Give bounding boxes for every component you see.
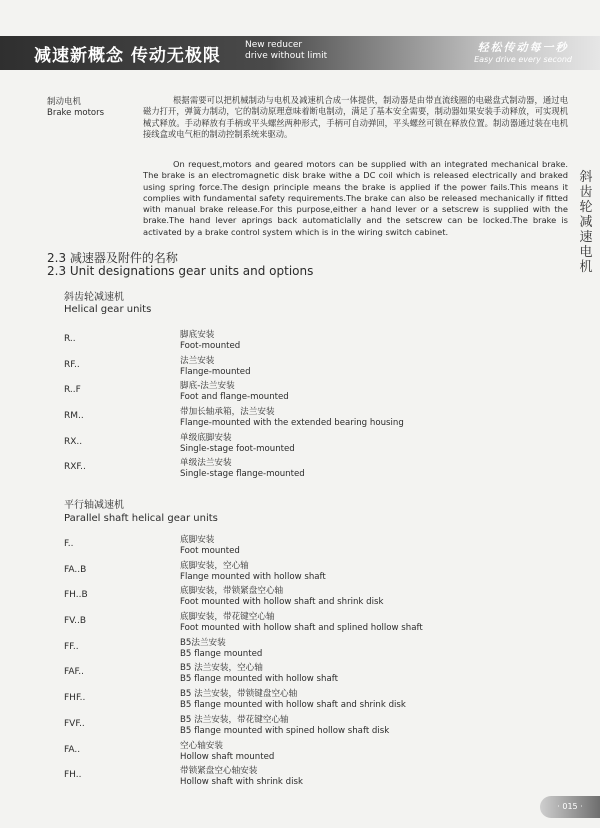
unit-desc-en: B5 flange mounted with hollow shaft xyxy=(180,674,338,685)
section-title-en: 2.3 Unit designations gear units and options xyxy=(47,264,314,278)
unit-desc-cn: 底脚安装，空心轴 xyxy=(180,560,249,571)
list-item xyxy=(64,715,534,741)
unit-description xyxy=(180,663,338,685)
unit-code: FAF.. xyxy=(64,667,84,678)
helical-list xyxy=(64,330,534,484)
unit-desc-cn: 空心轴安装 xyxy=(180,740,223,751)
unit-code: FHF.. xyxy=(64,693,86,704)
brake-text-en: On request,motors and geared motors can be supplied with an integrated mechanical brake. The brake is an electromagnetic disk brake withe a DC coil which is released electrically and braked using spring force.The design principle means the brake is applied if the power fails.This means it complies with fundamental safety requirements.The brake can also be released mechanically if fitted with manual brake release.For this purpose,either a hand lever or a setscrew is supplied with the brake.The hand lever aprings back automaticlally and the setscrew can be locked.The brake is activated by a brake control system which is in the wiring switch cabinet. xyxy=(143,159,568,237)
list-item xyxy=(64,561,534,587)
unit-code: R.. xyxy=(64,334,76,344)
brake-label xyxy=(47,97,104,119)
unit-desc-en: Foot and flange-mounted xyxy=(180,392,289,403)
list-item xyxy=(64,766,534,792)
brake-label-cn: 制动电机 xyxy=(47,97,82,107)
list-item xyxy=(64,433,534,459)
unit-desc-cn: 带锁紧盘空心轴安装 xyxy=(180,766,258,777)
parallel-title-cn: 平行轴减速机 xyxy=(64,500,124,511)
unit-description xyxy=(180,715,389,737)
unit-code: RX.. xyxy=(64,436,83,447)
unit-description xyxy=(180,766,303,788)
unit-desc-en: Flange mounted with hollow shaft xyxy=(180,571,326,582)
unit-desc-en: Hollow shaft mounted xyxy=(180,751,275,762)
unit-desc-en: B5 flange mounted xyxy=(180,648,263,659)
list-item xyxy=(64,689,534,715)
helical-title-en: Helical gear units xyxy=(64,304,152,315)
parallel-title-en: Parallel shaft helical gear units xyxy=(64,513,218,524)
unit-desc-cn: 单级法兰安装 xyxy=(180,458,232,469)
list-item xyxy=(64,458,534,484)
side-tab: 斜齿轮减速电机 xyxy=(579,170,593,275)
unit-code: FA..B xyxy=(64,564,87,575)
list-item xyxy=(64,356,534,382)
header-banner xyxy=(0,36,600,70)
unit-desc-en: Single-stage foot-mounted xyxy=(180,443,295,454)
unit-description xyxy=(180,356,251,378)
brake-label-en: Brake motors xyxy=(47,108,105,118)
unit-desc-cn: 法兰安装 xyxy=(180,355,215,366)
banner-title: 减速新概念 传动无极限 xyxy=(34,46,221,66)
unit-description xyxy=(180,638,262,660)
list-item xyxy=(64,535,534,561)
unit-desc-cn: 底脚安装 xyxy=(180,535,215,545)
list-item xyxy=(64,330,534,356)
unit-desc-en: Foot mounted with hollow shaft and shrink disk xyxy=(180,597,384,608)
page-number: · 015 · xyxy=(540,796,600,818)
unit-desc-en: Foot mounted xyxy=(180,546,240,556)
unit-code: FA.. xyxy=(64,744,81,755)
unit-code: FH..B xyxy=(64,590,88,601)
unit-desc-cn: B5 法兰安装，带锁键盘空心轴 xyxy=(180,689,298,700)
unit-desc-en: Foot mounted with hollow shaft and splined hollow shaft xyxy=(180,623,423,634)
unit-code: RM.. xyxy=(64,411,84,422)
unit-description xyxy=(180,381,289,403)
unit-desc-cn: 脚底安装 xyxy=(180,330,215,340)
unit-desc-en: B5 flange mounted with hollow shaft and shrink disk xyxy=(180,700,406,711)
section-title-cn: 2.3 减速器及附件的名称 xyxy=(47,251,178,265)
unit-description xyxy=(180,586,383,608)
unit-desc-cn: B5 法兰安装，带花键空心轴 xyxy=(180,714,289,725)
list-item xyxy=(64,663,534,689)
list-item xyxy=(64,612,534,638)
banner-subtitle xyxy=(245,40,327,62)
unit-code: RXF.. xyxy=(64,462,86,473)
unit-description xyxy=(180,689,406,711)
unit-code: RF.. xyxy=(64,359,80,370)
list-item xyxy=(64,407,534,433)
unit-desc-en: Hollow shaft with shrink disk xyxy=(180,777,303,788)
unit-desc-en: Single-stage flange-mounted xyxy=(180,469,305,480)
unit-code: F.. xyxy=(64,539,74,549)
brake-text-cn: 根据需要可以把机械制动与电机及减速机合成一体提供，制动器是由带直流线圈的电磁盘式制动器，通过电磁力打开，弹簧力制动，它的制动原理意味着断电制动，满足了基本安全需要，制动器如果安装手动释放，可实现机械式释放。手动释放有手柄或平头螺丝两种形式，手柄可自动弹回，平头螺丝可锁在释放位置。制动器通过装在电机接线盒或电气柜的制动控制系统来驱动。 xyxy=(143,95,568,139)
unit-desc-en: Flange-mounted with the extended bearing housing xyxy=(180,418,404,429)
unit-description xyxy=(180,612,423,634)
unit-description xyxy=(180,330,240,352)
list-item xyxy=(64,741,534,767)
unit-code: FF.. xyxy=(64,641,79,652)
unit-desc-cn: 脚底-法兰安装 xyxy=(180,381,235,392)
unit-desc-cn: 单级底脚安装 xyxy=(180,432,232,443)
unit-code: FH.. xyxy=(64,770,82,781)
banner-subtitle-line2: drive without limit xyxy=(245,51,328,61)
unit-description xyxy=(180,741,274,763)
parallel-list xyxy=(64,535,534,792)
unit-code: FV..B xyxy=(64,616,87,627)
helical-title-cn: 斜齿轮减速机 xyxy=(64,292,124,303)
unit-description xyxy=(180,433,295,455)
unit-desc-cn: 带加长轴承箱，法兰安装 xyxy=(180,407,275,418)
unit-description xyxy=(180,458,305,480)
unit-code: FVF.. xyxy=(64,718,85,729)
unit-code: R..F xyxy=(64,385,81,396)
slogan-en: Easy drive every second xyxy=(474,55,572,64)
unit-desc-en: Flange-mounted xyxy=(180,366,251,377)
unit-desc-cn: 底脚安装，带锁紧盘空心轴 xyxy=(180,586,284,597)
unit-description xyxy=(180,535,240,557)
unit-description xyxy=(180,561,326,583)
list-item xyxy=(64,586,534,612)
unit-desc-cn: 底脚安装，带花键空心轴 xyxy=(180,612,275,623)
list-item xyxy=(64,638,534,664)
unit-desc-en: Foot-mounted xyxy=(180,341,241,351)
list-item xyxy=(64,381,534,407)
unit-description xyxy=(180,407,404,429)
banner-subtitle-line1: New reducer xyxy=(245,40,303,50)
slogan-cn: 轻松传动每一秒 xyxy=(477,41,569,54)
unit-desc-cn: B5 法兰安装，空心轴 xyxy=(180,663,263,674)
unit-desc-cn: B5法兰安装 xyxy=(180,637,226,648)
unit-desc-en: B5 flange mounted with spined hollow shaft disk xyxy=(180,725,390,736)
banner-slogan xyxy=(474,39,572,64)
